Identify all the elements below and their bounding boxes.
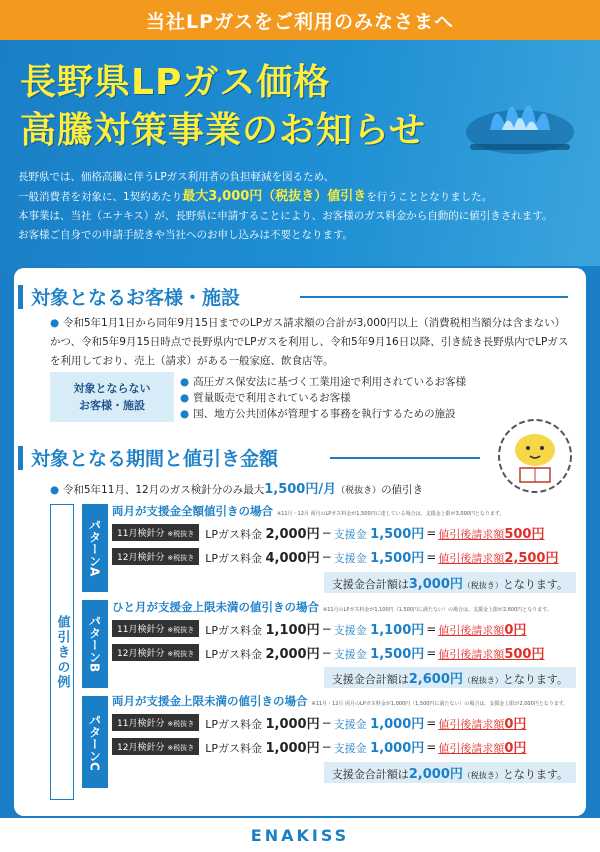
lp-label: LPガス料金 [205, 648, 262, 661]
period-text-a: 令和5年11月、12月のガス検針分のみ最大 [62, 484, 265, 496]
top-banner [0, 0, 600, 40]
table-row: 11月検針分 ※税抜き LPガス料金 2,000円 − 支援金 1,500円 = 値引後請求額500円 [112, 523, 544, 542]
list-item-text: 国、地方公共団体が管理する事務を執行するための施設 [193, 408, 456, 420]
table-row: 12月検針分 ※税抜き LPガス料金 4,000円 − 支援金 1,500円 = 値引後請求額2,500円 [112, 547, 558, 566]
tax-note: ※税抜き [167, 744, 195, 752]
section-heading-period [18, 444, 278, 471]
example-label-text: 値引きの例 [54, 614, 70, 690]
total-label: 支援金合計額は [331, 578, 409, 591]
pattern-note: ※11月・12月 両月のLPガス料金が1,500円に達している場合は、支援金上限が3,000円となります。 [277, 511, 505, 517]
sub-label: 支援金 [333, 552, 367, 565]
sub-label: 支援金 [333, 624, 367, 637]
period-tax: （税抜き） [336, 486, 382, 496]
intro-line-2 [18, 187, 584, 207]
pattern-heading-text: 両月が支援金全額値引きの場合 [112, 504, 273, 518]
sub-value: 1,500円 [370, 551, 425, 566]
table-row: 12月検針分 ※税抜き LPガス料金 1,000円 − 支援金 1,000円 = 値引後請求額0円 [112, 737, 526, 756]
pattern-total [324, 762, 576, 783]
total-tax: （税抜き） [462, 676, 503, 685]
tax-note: ※税抜き [167, 650, 195, 658]
table-row: 12月検針分 ※税抜き LPガス料金 2,000円 − 支援金 1,500円 = 値引後請求額500円 [112, 643, 544, 662]
res-value: 0円 [504, 717, 527, 732]
section-heading-eligible [18, 283, 240, 310]
tax-note: ※税抜き [167, 530, 195, 538]
pattern-c-heading [112, 693, 568, 709]
lp-value: 1,000円 [265, 741, 320, 756]
month-badge [112, 738, 199, 755]
pattern-a-tab-text: パターンA [87, 519, 102, 577]
res-label: 値引後請求額 [438, 552, 505, 565]
list-item: ● 高圧ガス保安法に基づく工業用途で利用されているお客様 [180, 376, 467, 388]
pattern-b-heading [112, 599, 552, 615]
month-badge [112, 714, 199, 731]
subsidy [334, 523, 425, 542]
eligible-bullet-text: 令和5年1月1日から同年9月15日までのLPガス請求額の合計が3,000円以上（消費税相当額分は含まない）かつ、令和5年9月15日時点で長野県内でLPガスを利用し、令和5年9月16日以降、引き続き長野県内でLPガスを利用しており、売上（請求）がある一般家庭、飲食店等。 [50, 317, 569, 367]
pattern-heading-text: ひと月が支援金上限未満の値引きの場合 [112, 600, 319, 614]
res-value: 0円 [504, 623, 527, 638]
month-text: 12月検針分 [117, 743, 165, 753]
month-text: 12月検針分 [117, 649, 165, 659]
total-tax: （税抜き） [462, 771, 503, 780]
lp-label: LPガス料金 [205, 552, 262, 565]
sub-label: 支援金 [333, 742, 367, 755]
pattern-b-tab-text: パターンB [87, 615, 102, 673]
lp-value: 4,000円 [265, 551, 320, 566]
gas-flame-icon [450, 60, 580, 180]
period-amount: 1,500円/月 [264, 482, 337, 497]
result [438, 737, 526, 756]
lp-label: LPガス料金 [205, 624, 262, 637]
res-label: 値引後請求額 [438, 528, 505, 541]
list-item: ● 質量販売で利用されているお客様 [180, 392, 351, 404]
sub-value: 1,000円 [370, 717, 425, 732]
tax-note: ※税抜き [167, 554, 195, 562]
total-tax: （税抜き） [462, 581, 503, 590]
month-text: 11月検針分 [117, 529, 165, 539]
pattern-c-tab-text: パターンC [87, 713, 102, 771]
sub-label: 支援金 [333, 718, 367, 731]
result [438, 619, 526, 638]
pattern-heading-text: 両月が支援金上限未満の値引きの場合 [112, 694, 308, 708]
res-label: 値引後請求額 [438, 742, 505, 755]
tax-note: ※税抜き [167, 626, 195, 634]
total-value: 3,000円 [408, 577, 463, 592]
non-covered-label-2: お客様・施設 [79, 399, 145, 412]
title-line-1: 長野県LPガス価格 [20, 62, 331, 103]
subsidy [334, 737, 425, 756]
result [438, 713, 526, 732]
tax-note: ※税抜き [167, 720, 195, 728]
result [438, 523, 544, 542]
intro-highlight: 最大3,000円（税抜き）値引き [182, 189, 367, 204]
res-value: 500円 [504, 527, 545, 542]
month-text: 12月検針分 [117, 553, 165, 563]
section-rule [330, 457, 480, 459]
total-suffix: となります。 [502, 768, 568, 781]
section-rule [300, 296, 568, 298]
non-covered-label [50, 372, 174, 422]
lp-value: 2,000円 [265, 647, 320, 662]
pattern-a-tab [82, 504, 108, 592]
intro-line-2b: を行うこととなりました。 [366, 191, 493, 203]
total-label: 支援金合計額は [331, 673, 409, 686]
lp-value: 1,100円 [265, 623, 320, 638]
sub-label: 支援金 [333, 528, 367, 541]
lp-label: LPガス料金 [205, 718, 262, 731]
period-text-b: の値引き [381, 484, 424, 496]
list-item: ● 国、地方公共団体が管理する事務を執行するための施設 [180, 408, 456, 420]
intro-line-4: お客様ご自身での申請手続きや当社へのお申し込みは不要となります。 [18, 229, 354, 241]
hero [0, 40, 600, 266]
enakiss-logo: ENAKISS [250, 825, 350, 845]
total-value: 2,000円 [408, 767, 463, 782]
total-suffix: となります。 [502, 578, 568, 591]
intro-line-1: 長野県では、価格高騰に伴うLPガス利用者の負担軽減を図るため、 [18, 171, 335, 183]
footer [0, 818, 600, 852]
res-value: 2,500円 [504, 551, 559, 566]
pattern-note: ※11月・12月 両月のLPガス料金が1,000円（1,500円に満たない）の場合は、支援金上限が2,000円となります。 [311, 701, 569, 707]
lp-label: LPガス料金 [205, 742, 262, 755]
month-badge [112, 620, 199, 637]
total-label: 支援金合計額は [331, 768, 409, 781]
intro-line-2a: 一般消費者を対象に、1契約あたり [18, 191, 183, 203]
pattern-a-heading [112, 503, 505, 519]
section-heading-eligible-text: 対象となるお客様・施設 [31, 287, 241, 309]
lp-fee [205, 523, 319, 542]
table-row: 11月検針分 ※税抜き LPガス料金 1,000円 − 支援金 1,000円 = 値引後請求額0円 [112, 713, 526, 732]
lp-value: 2,000円 [265, 527, 320, 542]
pattern-total [324, 572, 576, 593]
sheep-mascot-icon [490, 412, 580, 500]
res-label: 値引後請求額 [438, 648, 505, 661]
non-covered-label-1: 対象とならない [73, 382, 151, 395]
top-banner-text: 当社LPガスをご利用のみなさまへ [145, 10, 455, 33]
res-label: 値引後請求額 [438, 718, 505, 731]
pattern-note: ※11月のLPガス料金が1,100円（1,500円に満たない）の場合は、支援金上限が2,600円となります。 [323, 607, 552, 613]
res-value: 500円 [504, 647, 545, 662]
month-badge [112, 644, 199, 661]
pattern-total [324, 667, 576, 688]
list-item-text: 質量販売で利用されているお客様 [193, 392, 351, 404]
sub-value: 1,500円 [370, 527, 425, 542]
result [438, 643, 544, 662]
total-value: 2,600円 [408, 672, 463, 687]
title-line-2: 高騰対策事業のお知らせ [20, 110, 426, 151]
subsidy [334, 643, 425, 662]
subsidy [334, 713, 425, 732]
lp-fee [205, 643, 319, 662]
month-text: 11月検針分 [117, 719, 165, 729]
lp-fee [205, 713, 319, 732]
period-line: ● 令和5年11月、12月のガス検針分のみ最大1,500円/月（税抜き）の値引き [50, 482, 424, 497]
res-label: 値引後請求額 [438, 624, 505, 637]
example-label [50, 504, 74, 800]
lp-fee [205, 547, 319, 566]
lp-fee [205, 737, 319, 756]
eligible-bullet: ● 令和5年1月1日から同年9月15日までのLPガス請求額の合計が3,000円以上（消費税相当額分は含まない）かつ、令和5年9月15日時点で長野県内でLPガスを利用し、令和5年9月16日以降、引き続き長野県内でLPガスを利用しており、売上（請求）がある一般家庭、飲食店等。 [50, 317, 569, 367]
list-item-text: 高圧ガス保安法に基づく工業用途で利用されているお客様 [193, 376, 467, 388]
lp-value: 1,000円 [265, 717, 320, 732]
pattern-c-tab [82, 696, 108, 788]
result [438, 547, 558, 566]
table-row: 11月検針分 ※税抜き LPガス料金 1,100円 − 支援金 1,100円 = 値引後請求額0円 [112, 619, 526, 638]
sub-value: 1,500円 [370, 647, 425, 662]
section-heading-period-text: 対象となる期間と値引き金額 [31, 448, 279, 470]
sub-value: 1,000円 [370, 741, 425, 756]
subsidy [334, 547, 425, 566]
total-suffix: となります。 [502, 673, 568, 686]
non-covered-list [180, 374, 466, 422]
intro-line-3: 本事業は、当社（エナキス）が、長野県に申請することにより、お客様のガス料金から自動的に値引きされます。 [18, 210, 553, 222]
subsidy [334, 619, 425, 638]
intro-text [18, 168, 584, 245]
month-badge [112, 524, 199, 541]
month-badge [112, 548, 199, 565]
pattern-b-tab [82, 600, 108, 688]
sub-value: 1,100円 [370, 623, 425, 638]
lp-fee [205, 619, 319, 638]
month-text: 11月検針分 [117, 625, 165, 635]
res-value: 0円 [504, 741, 527, 756]
sub-label: 支援金 [333, 648, 367, 661]
lp-label: LPガス料金 [205, 528, 262, 541]
